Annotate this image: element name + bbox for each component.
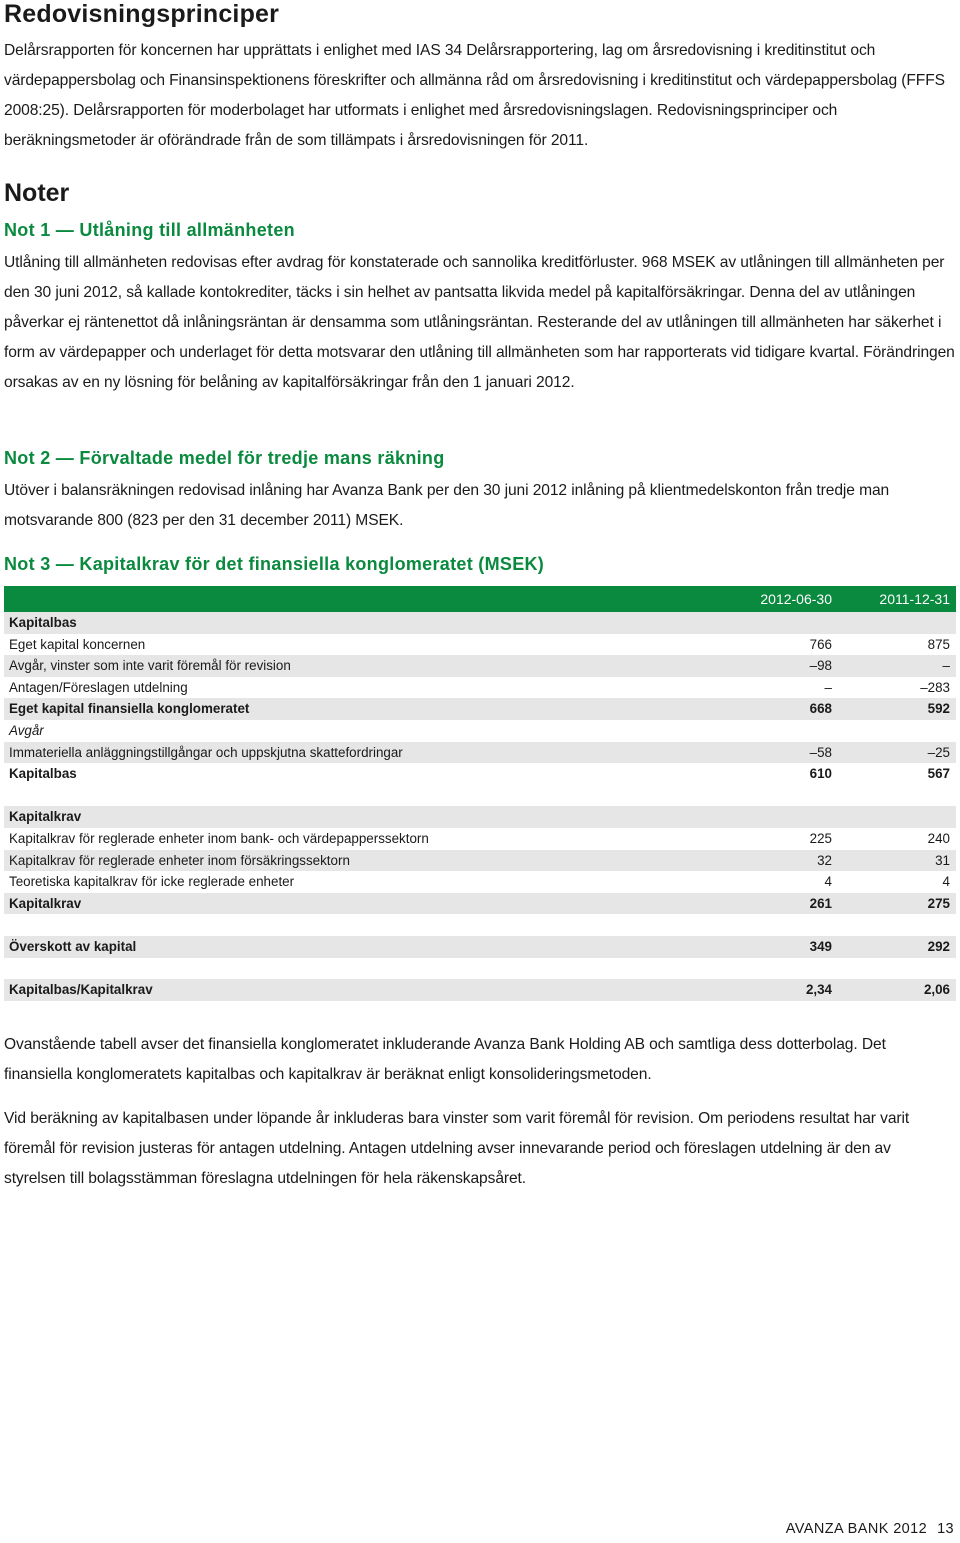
row-value-2012: 261 <box>809 895 832 911</box>
table-row <box>4 698 956 720</box>
row-label: Kapitalbas <box>9 766 77 782</box>
table-spacer <box>4 785 956 807</box>
page-number: 13 <box>937 1521 954 1537</box>
note-3-heading: Not 3 — Kapitalkrav för det finansiella konglomeratet (MSEK) <box>4 554 545 574</box>
note-1 <box>4 218 956 398</box>
row-value-2011: 592 <box>927 701 950 717</box>
row-value-2012: – <box>824 679 832 695</box>
table-row <box>4 850 956 872</box>
row-value-2012: 4 <box>824 874 832 890</box>
table-header-row <box>4 586 956 612</box>
row-value-2012: 32 <box>817 852 832 868</box>
row-value-2011: 275 <box>927 895 950 911</box>
row-label: Kapitalkrav för reglerade enheter inom bank- och värdepapperssektorn <box>9 830 429 846</box>
row-label: Avgår, vinster som inte varit föremål för revision <box>9 658 291 674</box>
row-label: Kapitalkrav <box>9 895 82 911</box>
note-1-body: Utlåning till allmänheten redovisas efter avdrag för konstaterade och sannolika kreditförluster. 968 MSEK av utlåningen till allmänheten per den 30 juni 2012, så kallade kontokrediter, täcks i sin helhet av pantsatta likvida medel på kapitalförsäkringar. Denna del av utlåningen påverkar ej räntenettot då inlåningsräntan är densamma som utlåningsräntan. Resterande del av utlåningen till allmänheten har säkerhet i form av värdepapper och underlaget för detta motsvarar den utlåning till allmänheten som har rapporterats vid tidigare kvartal. Förändringen orsakas av en ny lösning för belåning av kapitalförsäkringar från den 1 januari 2012. <box>4 254 955 391</box>
row-value-2012: –58 <box>809 744 832 760</box>
row-label: Immateriella anläggningstillgångar och uppskjutna skattefordringar <box>9 744 403 760</box>
closing-text <box>4 1030 956 1194</box>
table-row <box>4 893 956 915</box>
row-value-2012: 610 <box>809 766 832 782</box>
row-label: Eget kapital koncernen <box>9 636 146 652</box>
table-row <box>4 871 956 893</box>
column-header-2011: 2011-12-31 <box>879 591 950 607</box>
table-row <box>4 763 956 785</box>
page-title: Redovisningsprinciper <box>4 0 280 28</box>
table-row <box>4 828 956 850</box>
table-row <box>4 677 956 699</box>
table-row <box>4 655 956 677</box>
row-value-2011: 4 <box>942 874 950 890</box>
row-label: Teoretiska kapitalkrav för icke reglerade enheter <box>9 874 295 890</box>
table-spacer <box>4 914 956 936</box>
intro-paragraph: Delårsrapporten för koncernen har upprättats i enlighet med IAS 34 Delårsrapportering, lag om årsredovisning i kreditinstitut och värdepappersbolag och Finansinspektionens föreskrifter och allmänna råd om årsredovisning i kreditinstitut och värdepappersbolag (FFFS 2008:25). Delårsrapporten för moderbolaget har utformats i enlighet med årsredovisningslagen. Redovisningsprinciper och beräkningsmetoder är oförändrade från de som tillämpats i årsredovisningen för 2011. <box>4 42 945 149</box>
row-value-2011: 875 <box>927 636 950 652</box>
table-row <box>4 979 956 1001</box>
row-label: Antagen/Föreslagen utdelning <box>9 679 188 695</box>
note-3 <box>4 552 956 576</box>
row-value-2012: 2,34 <box>805 982 832 998</box>
row-label: Avgår <box>9 722 44 738</box>
row-value-2012: –98 <box>809 658 832 674</box>
row-value-2011: 240 <box>927 830 950 846</box>
capital-requirements-table <box>4 586 956 1001</box>
row-value-2012: 766 <box>809 636 832 652</box>
row-value-2011: 292 <box>927 938 950 954</box>
row-label: Kapitalbas <box>9 615 77 630</box>
row-value-2011: – <box>942 658 950 674</box>
table-row <box>4 806 956 828</box>
row-label: Överskott av kapital <box>9 938 137 954</box>
row-value-2011: 2,06 <box>923 982 950 998</box>
notes-title: Noter <box>4 179 70 207</box>
closing-paragraph-1: Ovanstående tabell avser det finansiella konglomeratet inkluderande Avanza Bank Holding AB och samtliga dess dotterbolag. Det finansiella konglomeratets kapitalbas och kapitalkrav är beräknat enligt konsolideringsmetoden. <box>4 1036 886 1083</box>
row-value-2011: –283 <box>920 679 950 695</box>
note-2-body: Utöver i balansräkningen redovisad inlåning har Avanza Bank per den 30 juni 2012 inlåning på klientmedelskonton från tredje man motsvarande 800 (823 per den 31 december 2011) MSEK. <box>4 482 890 529</box>
table-spacer <box>4 958 956 980</box>
note-2 <box>4 446 956 536</box>
table-row <box>4 720 956 742</box>
row-label: Kapitalkrav <box>9 809 82 825</box>
row-value-2012: 225 <box>809 830 832 846</box>
row-label: Kapitalbas/Kapitalkrav <box>9 982 153 998</box>
row-value-2012: 349 <box>809 938 832 954</box>
table-row <box>4 612 956 634</box>
footer-brand: AVANZA BANK 2012 <box>785 1521 928 1537</box>
page-footer <box>786 1521 954 1537</box>
row-label: Eget kapital finansiella konglomeratet <box>9 701 250 717</box>
note-1-heading: Not 1 — Utlåning till allmänheten <box>4 220 295 240</box>
table-row <box>4 634 956 656</box>
table-row <box>4 936 956 958</box>
table-row <box>4 742 956 764</box>
column-header-2012: 2012-06-30 <box>760 591 832 607</box>
row-value-2011: 31 <box>935 852 950 868</box>
row-value-2011: –25 <box>927 744 950 760</box>
row-label: Kapitalkrav för reglerade enheter inom försäkringssektorn <box>9 852 350 868</box>
row-value-2012: 668 <box>809 701 832 717</box>
note-2-heading: Not 2 — Förvaltade medel för tredje mans räkning <box>4 448 445 468</box>
row-value-2011: 567 <box>927 766 950 782</box>
closing-paragraph-2: Vid beräkning av kapitalbasen under löpande år inkluderas bara vinster som varit föremål för revision. Om periodens resultat har varit föremål för revision justeras för antagen utdelning. Antagen utdelning avser innevarande period och föreslagen utdelning är den av styrelsen till bolagsstämman föreslagna utdelningen för hela räkenskapsåret. <box>4 1110 910 1187</box>
